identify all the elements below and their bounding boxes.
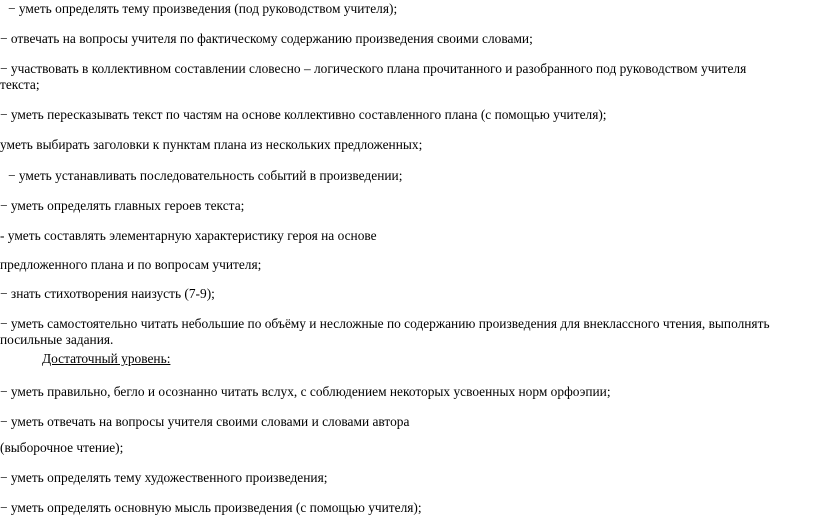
list-item: − знать стихотворения наизусть (7-9);: [0, 286, 215, 301]
list-item: − уметь определять тему художественного произведения;: [0, 470, 328, 485]
list-item: − уметь самостоятельно читать небольшие по объёму и несложные по содержанию произведения для внеклассного чтения, выполнять: [0, 316, 770, 331]
list-item: − уметь пересказывать текст по частям на основе коллективно составленного плана (с помощью учителя);: [0, 107, 607, 122]
list-item-continuation: посильные задания.: [0, 332, 114, 347]
list-item: − уметь определять тему произведения (под руководством учителя);: [8, 1, 398, 16]
list-item: − уметь устанавливать последовательность событий в произведении;: [8, 168, 403, 183]
list-item: − уметь правильно, бегло и осознанно читать вслух, с соблюдением некоторых усвоенных норм орфоэпии;: [0, 384, 611, 399]
list-item: − уметь определять основную мысль произведения (с помощью учителя);: [0, 500, 422, 515]
list-item-continuation: предложенного плана и по вопросам учителя;: [0, 257, 262, 272]
list-item-continuation: текста;: [0, 77, 40, 92]
list-item-continuation: (выборочное чтение);: [0, 440, 124, 455]
list-item: − отвечать на вопросы учителя по фактическому содержанию произведения своими словами;: [0, 31, 533, 46]
list-item: − уметь определять главных героев текста;: [0, 198, 245, 213]
section-heading: Достаточный уровень:: [42, 351, 171, 366]
list-item: − уметь отвечать на вопросы учителя своими словами и словами автора: [0, 414, 410, 429]
list-item: уметь выбирать заголовки к пунктам плана из нескольких предложенных;: [0, 137, 423, 152]
list-item: − участвовать в коллективном составлении словесно – логического плана прочитанного и разобранного под руководством учителя: [0, 61, 747, 76]
list-item: - уметь составлять элементарную характеристику героя на основе: [0, 228, 377, 243]
